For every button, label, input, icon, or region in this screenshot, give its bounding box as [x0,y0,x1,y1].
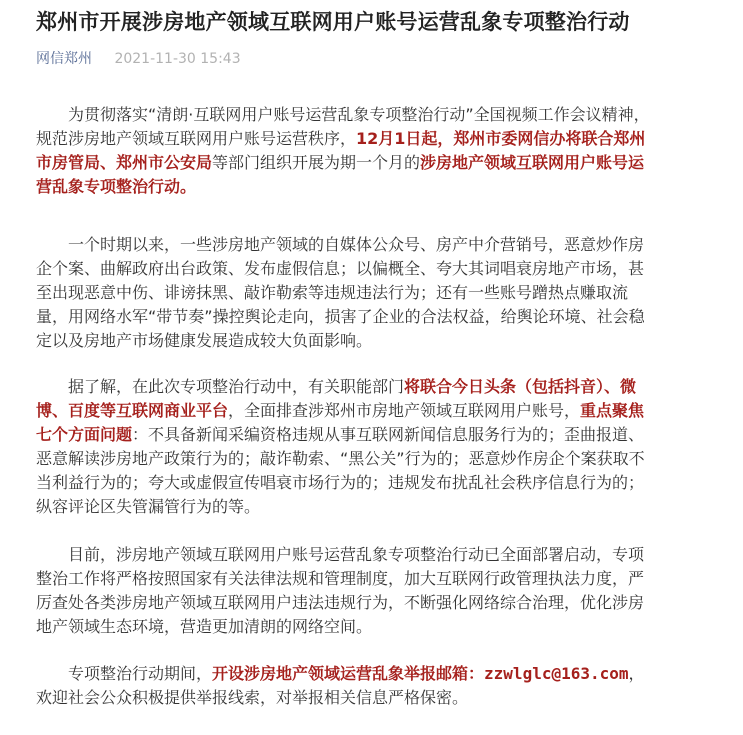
article-meta [36,48,241,70]
highlighted-text: 市房管局、郑州市公安局 [36,153,213,172]
text-line [36,686,712,710]
paragraph-3 [36,375,712,519]
paragraph-1 [36,103,712,199]
text-line [36,103,712,127]
highlighted-text: 将联合今日头条（包括抖音）、微 [404,377,637,396]
body-text: 一个时期以来，一些涉房地产领域的自媒体公众号、房产中介营销号，恶意炒作房 [36,235,645,254]
publish-date: 2021-11-30 15:43 [114,51,241,67]
text-line [36,329,712,353]
text-line [36,423,712,447]
report-email: zzwlglc@163.com [484,664,629,683]
body-text: 当利益行为的；夸大或虚假宣传唱衰市场行为的；违规发布扰乱社会秩序信息行为的； [36,473,645,492]
paragraph-2 [36,233,712,353]
highlighted-text: 涉房地产领域互联网用户账号运 [420,153,645,172]
paragraph-5 [36,662,712,710]
text-line [36,151,712,175]
body-text: 目前，涉房地产领域互联网用户账号运营乱象专项整治行动已全面部署启动，专项 [36,545,645,564]
body-text: 等部门组织开展为期一个月的 [212,153,421,172]
text-line [36,399,712,423]
highlighted-text: 七个方面问题 [36,425,133,444]
body-text: 定以及房地产市场健康发展造成较大负面影响。 [36,331,373,350]
highlighted-text: 博、百度等互联网商业平台 [36,401,229,420]
text-line [36,543,712,567]
paragraph-4 [36,543,712,639]
text-line [36,567,712,591]
text-line [36,375,712,399]
body-text: 厉查处各类涉房地产领域互联网用户违法违规行为，不断强化网络综合治理，优化涉房 [36,593,645,612]
highlighted-text: 营乱象专项整治行动。 [36,177,197,196]
source-account-link[interactable]: 网信郑州 [36,51,92,67]
body-text: 据了解，在此次专项整治行动中，有关职能部门 [36,377,405,396]
body-text: 整治工作将严格按照国家有关法律法规和管理制度，加大互联网行政管理执法力度，严 [36,569,645,588]
text-line [36,471,712,495]
text-line [36,305,712,329]
body-text: 恶意解读涉房地产政策行为的；敲诈勒索、“黑公关”行为的；恶意炒作房企个案获取不 [36,449,645,468]
highlighted-text: 12月1日起，郑州市委网信办将联合郑州 [356,129,646,148]
highlighted-text: 开设涉房地产领域运营乱象举报邮箱： [212,664,485,683]
body-text: 量，用网络水军“带节奏”操控舆论走向，损害了企业的合法权益，给舆论环境、社会稳 [36,307,645,326]
text-line [36,591,712,615]
body-text: ， [628,664,645,683]
highlighted-text: 重点聚焦 [580,401,645,420]
text-line [36,127,712,151]
text-line [36,662,712,686]
body-text: ，全面排查涉郑州市房地产领域互联网用户账号， [228,401,581,420]
text-line [36,495,712,519]
body-text: 地产领域生态环境，营造更加清朗的网络空间。 [36,617,373,636]
text-line [36,281,712,305]
text-line [36,257,712,281]
text-line [36,233,712,257]
body-text: 欢迎社会公众积极提供举报线索，对举报相关信息严格保密。 [36,688,469,707]
body-text: 规范涉房地产领域互联网用户账号运营秩序， [36,129,357,148]
article-title: 郑州市开展涉房地产领域互联网用户账号运营乱象专项整治行动 [36,10,630,34]
body-text: 为贯彻落实“清朗·互联网用户账号运营乱象专项整治行动”全国视频工作会议精神， [36,105,650,124]
body-text: 纵容评论区失管漏管行为的等。 [36,497,261,516]
body-text: 企个案、曲解政府出台政策、发布虚假信息；以偏概全、夸大其词唱衰房地产市场，甚 [36,259,645,278]
body-text: ：不具备新闻采编资格违规从事互联网新闻信息服务行为的；歪曲报道、 [132,425,645,444]
text-line [36,447,712,471]
text-line [36,615,712,639]
text-line [36,175,712,199]
body-text: 至出现恶意中伤、诽谤抹黑、敲诈勒索等违规违法行为；还有一些账号蹭热点赚取流 [36,283,629,302]
body-text: 专项整治行动期间， [36,664,213,683]
